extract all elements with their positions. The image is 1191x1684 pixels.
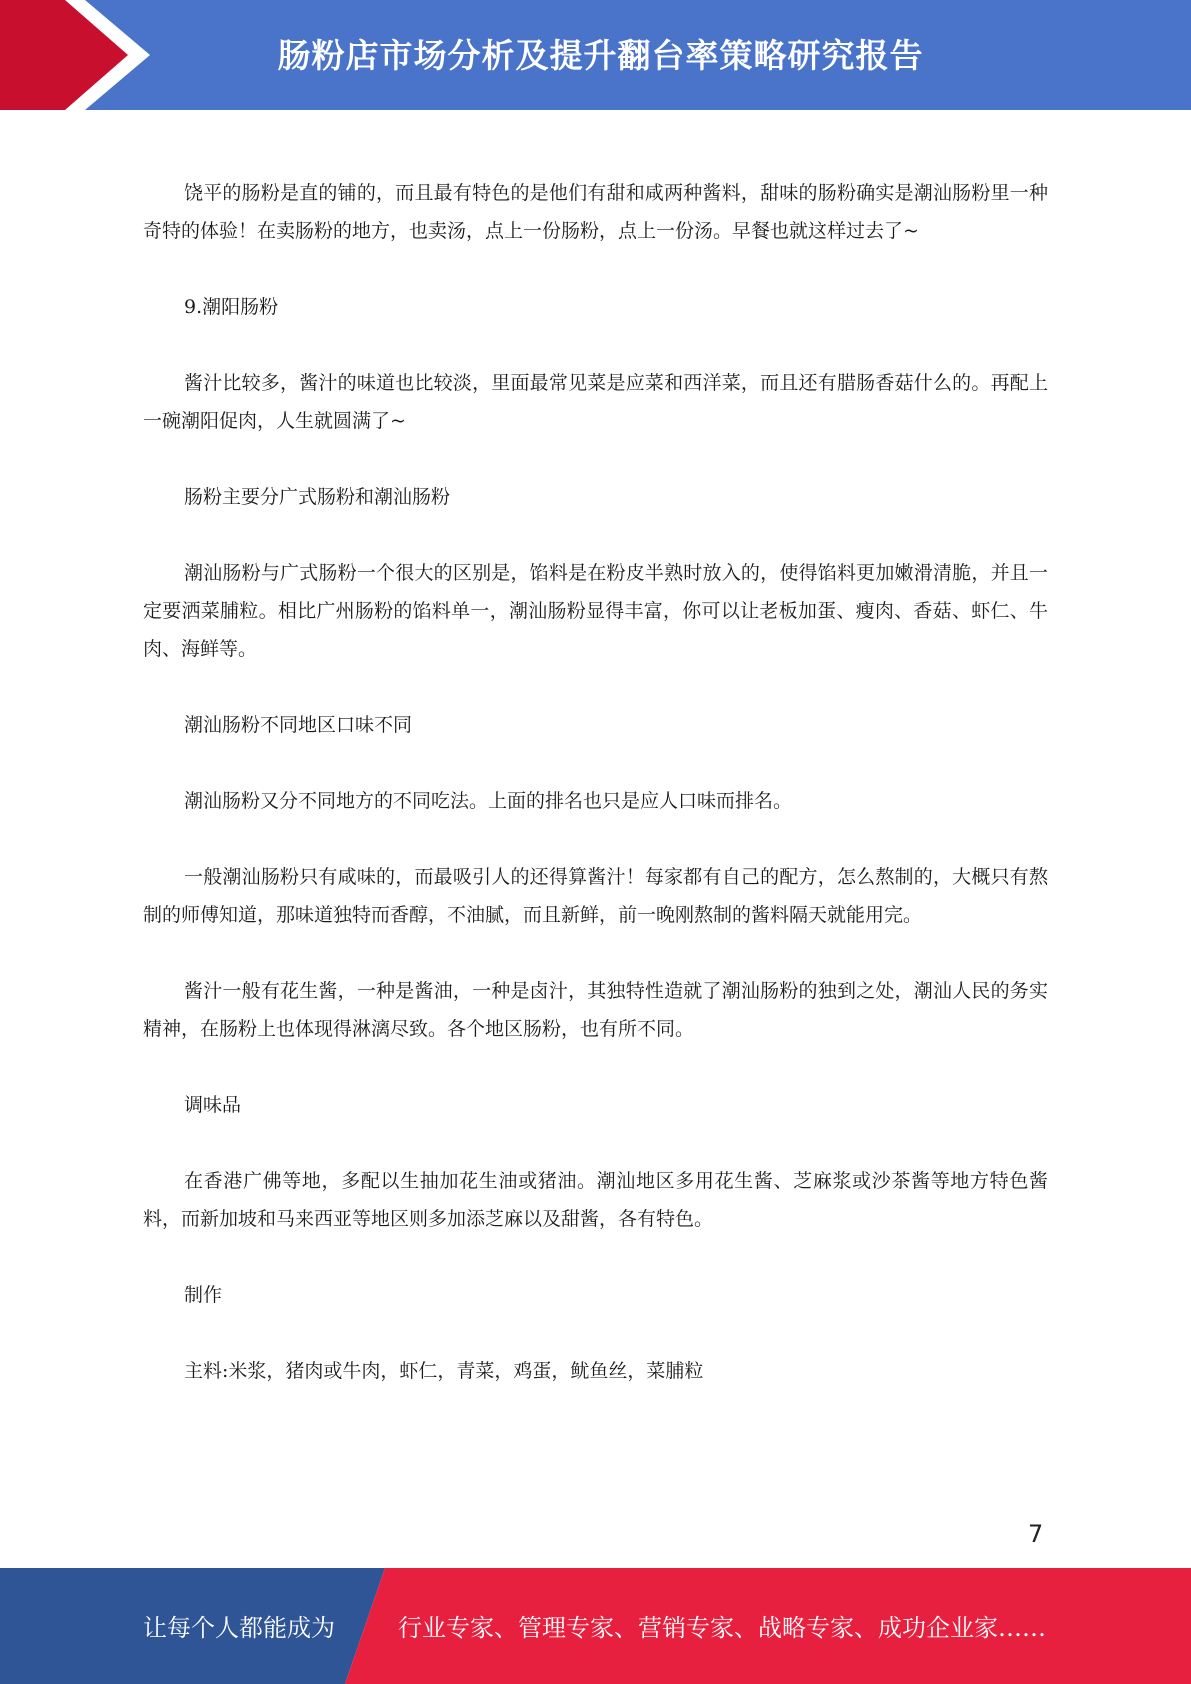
paragraph: 主料:米浆，猪肉或牛肉，虾仁，青菜，鸡蛋，鱿鱼丝，菜脯粒 xyxy=(184,1360,704,1382)
footer-slogan-right: 行业专家、管理专家、营销专家、战略专家、成功企业家…… xyxy=(398,1614,1046,1642)
section-heading: 潮汕肠粉不同地区口味不同 xyxy=(184,714,413,736)
section-heading: 9.潮阳肠粉 xyxy=(184,296,279,318)
paragraph: 酱汁一般有花生酱，一种是酱油，一种是卤汁，其独特性造就了潮汕肠粉的独到之处，潮汕人民的务实精神，在肠粉上也体现得淋漓尽致。各个地区肠粉，也有所不同。 xyxy=(143,980,1048,1040)
paragraph: 潮汕肠粉与广式肠粉一个很大的区别是，馅料是在粉皮半熟时放入的，使得馅料更加嫩滑清脆，并且一定要洒菜脯粒。相比广州肠粉的馅料单一，潮汕肠粉显得丰富，你可以让老板加蛋、瘦肉、香菇、虾仁、牛肉、海鲜等。 xyxy=(143,562,1048,660)
paragraph: 酱汁比较多，酱汁的味道也比较淡，里面最常见菜是应菜和西洋菜，而且还有腊肠香菇什么的。再配上一碗潮阳促肉，人生就圆满了~ xyxy=(143,372,1048,432)
section-heading: 肠粉主要分广式肠粉和潮汕肠粉 xyxy=(184,486,451,508)
page-body xyxy=(143,174,1048,1390)
page-footer xyxy=(0,1568,1191,1684)
section-heading: 制作 xyxy=(184,1284,223,1306)
page-number: 7 xyxy=(1028,1520,1044,1548)
footer-slogan-left: 让每个人都能成为 xyxy=(143,1614,335,1642)
paragraph: 饶平的肠粉是直的铺的，而且最有特色的是他们有甜和咸两种酱料，甜味的肠粉确实是潮汕肠粉里一种奇特的体验！在卖肠粉的地方，也卖汤，点上一份肠粉，点上一份汤。早餐也就这样过去了~ xyxy=(143,182,1048,242)
paragraph: 一般潮汕肠粉只有咸味的，而最吸引人的还得算酱汁！每家都有自己的配方，怎么熬制的，大概只有熬制的师傅知道，那味道独特而香醇，不油腻，而且新鲜，前一晚刚熬制的酱料隔天就能用完。 xyxy=(143,866,1048,926)
document-title: 肠粉店市场分析及提升翻台率策略研究报告 xyxy=(277,36,924,75)
section-heading: 调味品 xyxy=(184,1094,242,1116)
paragraph: 潮汕肠粉又分不同地方的不同吃法。上面的排名也只是应人口味而排名。 xyxy=(184,790,793,812)
paragraph: 在香港广佛等地，多配以生抽加花生油或猪油。潮汕地区多用花生酱、芝麻浆或沙茶酱等地方特色酱料，而新加坡和马来西亚等地区则多加添芝麻以及甜酱，各有特色。 xyxy=(143,1170,1048,1230)
page-header xyxy=(0,0,1191,110)
